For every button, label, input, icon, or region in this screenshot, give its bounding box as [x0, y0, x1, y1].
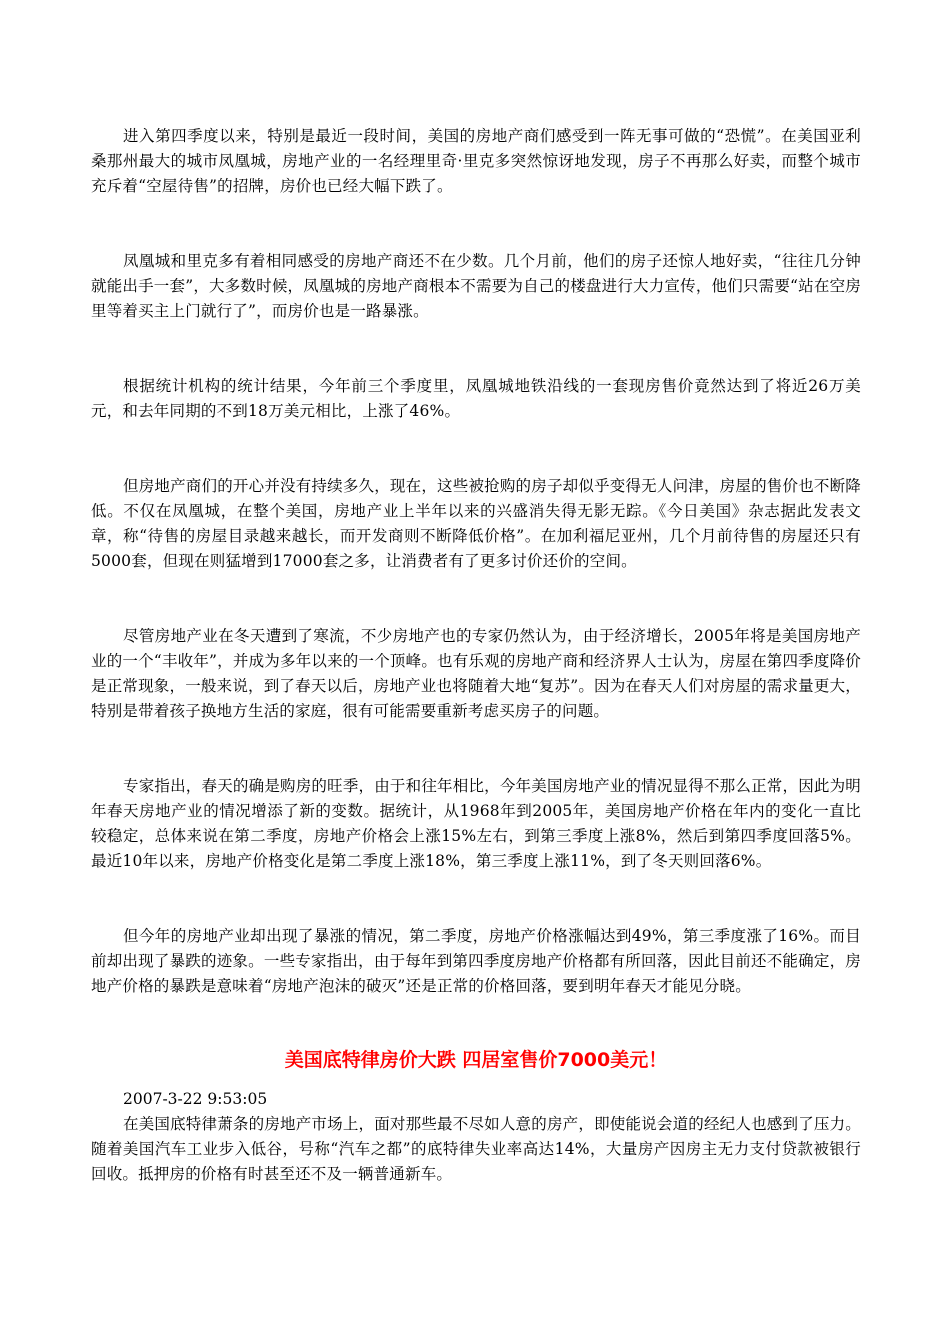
paragraph-3: 根据统计机构的统计结果，今年前三个季度里，凤凰城地铁沿线的一套现房售价竟然达到了将近26万美元，和去年同期的不到18万美元相比，上涨了46%。 [91, 377, 861, 420]
paragraph-spacer [91, 574, 861, 624]
paragraph-spacer [91, 724, 861, 774]
section-spacer [91, 999, 861, 1047]
article-2-datetime: 2007-3-22 9:53:05 [123, 1090, 268, 1108]
paragraph-spacer [91, 424, 861, 474]
paragraph-6: 专家指出，春天的确是购房的旺季，由于和往年相比，今年美国房地产业的情况显得不那么正常，因此为明年春天房地产业的情况增添了新的变数。据统计，从1968年到2005年，美国房地产价格在年内的变化一直比较稳定，总体来说在第二季度，房地产价格会上涨15%左右，到第三季度上涨8%，然后到第四季度回落5%。最近10年以来，房地产价格变化是第二季度上涨18%，第三季度上涨11%，到了冬天则回落6%。 [91, 777, 861, 870]
document-page [91, 124, 861, 1187]
headline-spacer [91, 1073, 861, 1087]
paragraph-2: 凤凰城和里克多有着相同感受的房地产商还不在少数。几个月前，他们的房子还惊人地好卖，“往往几分钟就能出手一套”，大多数时候，凤凰城的房地产商根本不需要为自己的楼盘进行大力宣传，他们只需要“站在空房里等着买主上门就行了”，而房价也是一路暴涨。 [91, 252, 861, 320]
paragraph-1: 进入第四季度以来，特别是最近一段时间，美国的房地产商们感受到一阵无事可做的“恐慌”。在美国亚利桑那州最大的城市凤凰城，房地产业的一名经理里奇·里克多突然惊讶地发现，房子不再那么好卖，而整个城市充斥着“空屋待售”的招牌，房价也已经大幅下跌了。 [91, 127, 861, 195]
paragraph-spacer [91, 324, 861, 374]
article-2-body: 在美国底特律萧条的房地产市场上，面对那些最不尽如人意的房产，即使能说会道的经纪人也感到了压力。随着美国汽车工业步入低谷，号称“汽车之都”的底特律失业率高达14%，大量房产因房主无力支付贷款被银行回收。抵押房的价格有时甚至还不及一辆普通新车。 [91, 1115, 861, 1183]
paragraph-4: 但房地产商们的开心并没有持续多久，现在，这些被抢购的房子却似乎变得无人问津，房屋的售价也不断降低。不仅在凤凰城，在整个美国，房地产业上半年以来的兴盛消失得无影无踪。《今日美国》杂志据此发表文章，称“待售的房屋目录越来越长，而开发商则不断降低价格”。在加利福尼亚州，几个月前待售的房屋还只有5000套，但现在则猛增到17000套之多，让消费者有了更多讨价还价的空间。 [91, 477, 861, 570]
paragraph-spacer [91, 199, 861, 249]
paragraph-spacer [91, 874, 861, 924]
paragraph-5: 尽管房地产业在冬天遭到了寒流，不少房地产也的专家仍然认为，由于经济增长，2005年将是美国房地产业的一个“丰收年”，并成为多年以来的一个顶峰。也有乐观的房地产商和经济界人士认为，房屋在第四季度降价是正常现象，一般来说，到了春天以后，房地产业也将随着大地“复苏”。因为在春天人们对房屋的需求量更大，特别是带着孩子换地方生活的家庭，很有可能需要重新考虑买房子的问题。 [91, 627, 861, 720]
paragraph-7: 但今年的房地产业却出现了暴涨的情况，第二季度，房地产价格涨幅达到49%，第三季度涨了16%。而目前却出现了暴跌的迹象。一些专家指出，由于每年到第四季度房地产价格都有所回落，因此目前还不能确定，房地产价格的暴跌是意味着“房地产泡沫的破灭”还是正常的价格回落，要到明年春天才能见分晓。 [91, 927, 861, 995]
article-2-headline: 美国底特律房价大跌 四居室售价7000美元！ [284, 1049, 668, 1071]
